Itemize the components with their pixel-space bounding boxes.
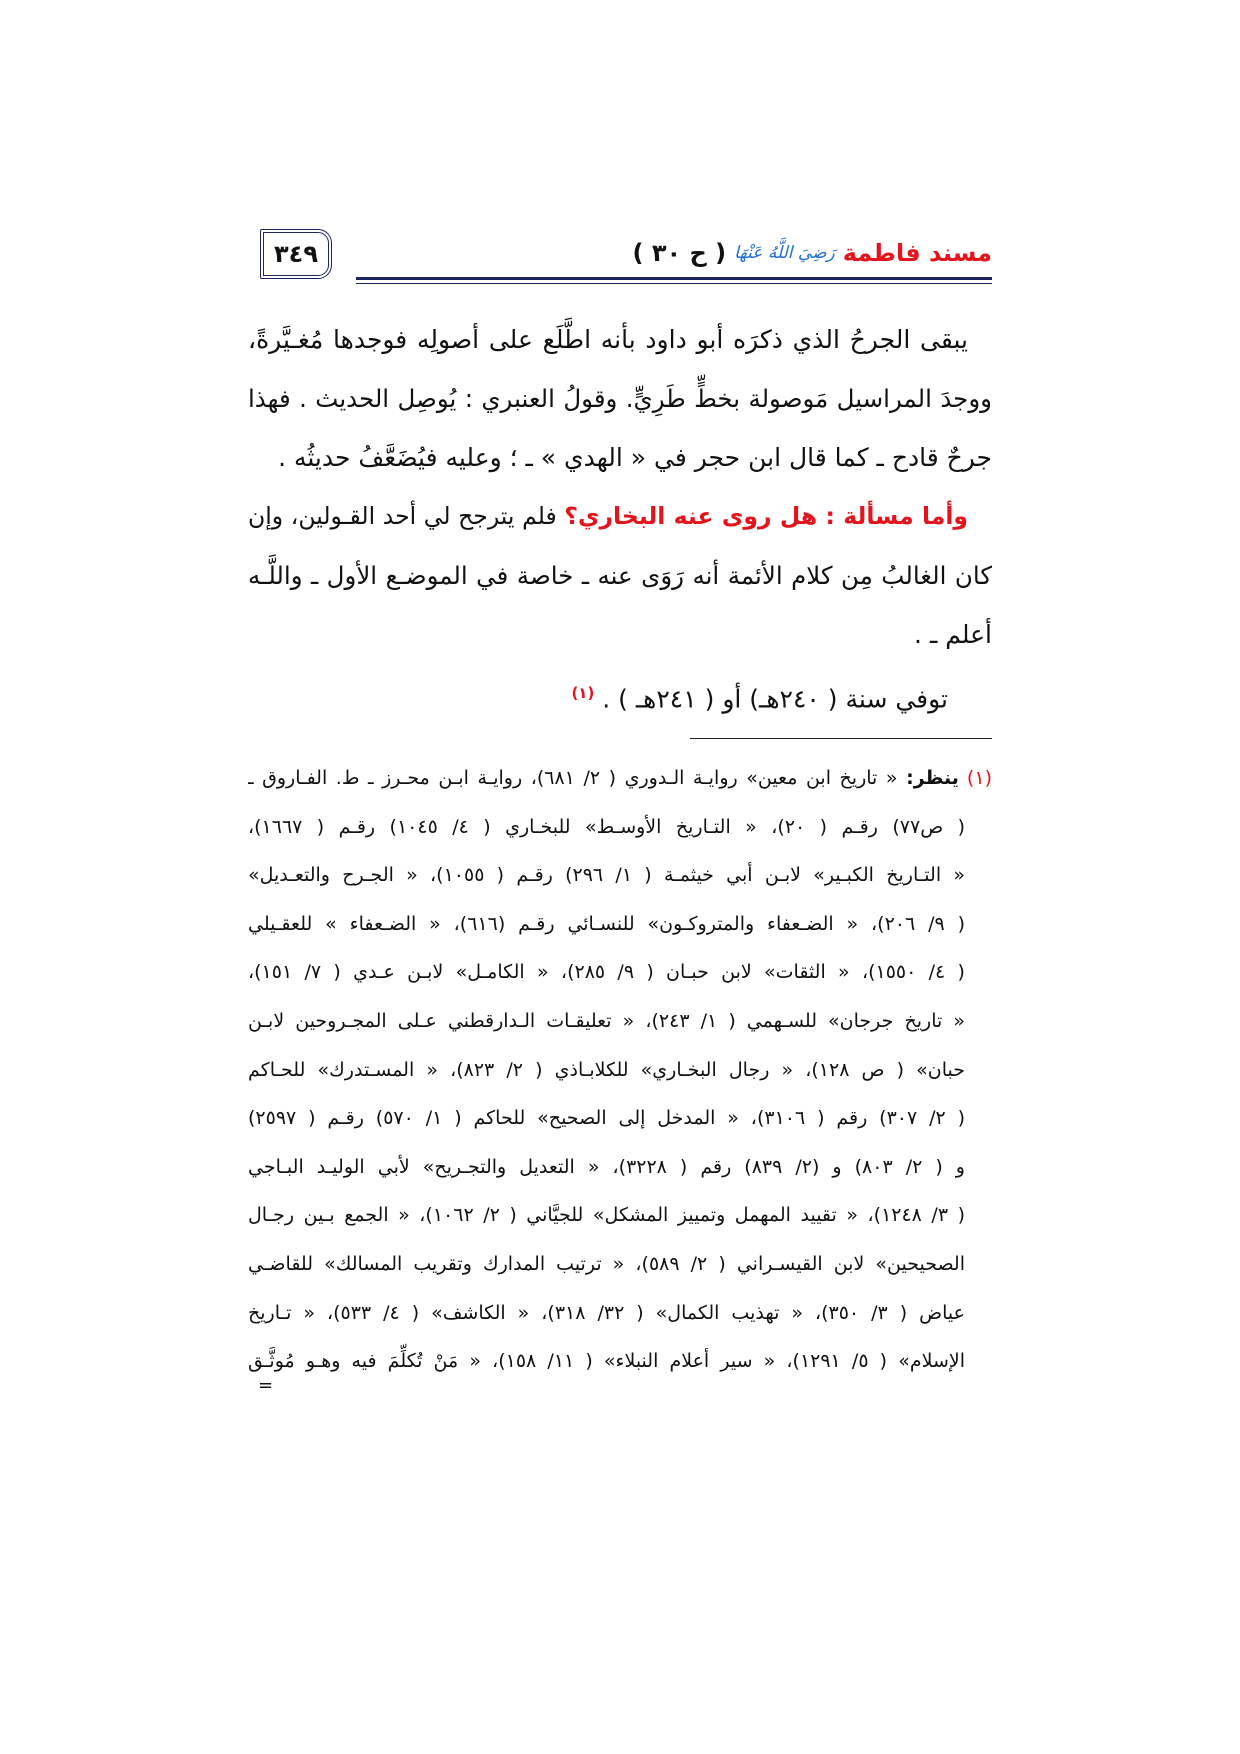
footnote-reference: (١)	[571, 684, 595, 702]
footnote-lead: ينظر:	[906, 767, 959, 789]
footnote-marker: (١)	[966, 767, 992, 789]
body-line-2: ووجدَ المراسيل مَوصولة بخطٍّ طَرِيٍّ. وقولُ العنبري : يُوصِل الحديث . فهذا	[248, 384, 992, 413]
running-header	[633, 232, 992, 274]
footnote-text: « تاريخ ابن معين» روايـة الـدوري ( ٢/ ٦٨١)، روايـة ابـن محـرز ـ ط. الفـاروق ـ	[248, 767, 907, 789]
footnote-line: ( ص٧٧) رقـم ( ٢٠)، « التـاريخ الأوسـط» للبخـاري ( ٤/ ١٠٤٥) رقـم ( ١٦٦٧)،	[248, 815, 965, 838]
body-line-4-rest: فلم يترجح لي أحد القـولين، وإن	[248, 502, 565, 530]
header-title: مسند فاطمة	[842, 239, 992, 267]
body-line-5: كان الغالبُ مِن كلام الأئمة أنه رَوَى عنه ـ خاصة في الموضـع الأول ـ واللَّـه	[248, 561, 992, 590]
death-date-text: توفي سنة ( ٢٤٠هـ) أو ( ٢٤١هـ ) .	[594, 684, 948, 714]
footnote-line: ( ٢/ ٣٠٧) رقم ( ٣١٠٦)، « المدخل إلى الصحيح» للحاكم ( ١/ ٥٧٠) رقـم ( ٢٥٩٧)	[248, 1107, 965, 1130]
footnote-line-1	[248, 754, 992, 803]
footnotes	[248, 754, 992, 1386]
body-line-7	[248, 664, 992, 728]
question-highlight: وأما مسألة : هل روى عنه البخاري؟	[564, 502, 968, 530]
footnote-line: الإسلام» ( ٥/ ١٢٩١)، « سير أعلام النبلاء» ( ١١/ ١٥٨)، « مَنْ تُكلِّمَ فيه وهـو مُوثَّـق	[248, 1350, 965, 1373]
honorific-glyph: رَضِيَ اللَّهُ عَنْهَا	[734, 243, 835, 263]
footnote-line: الصحيحين» لابن القيسـراني ( ٢/ ٥٨٩)، « ترتيب المدارك وتقريب المسالك» للقاضـي	[248, 1252, 965, 1275]
footnote-line: ( ٣/ ١٢٤٨)، « تقييد المهمل وتمييز المشكل» للجيَّاني ( ٢/ ١٠٦٢)، « الجمع بـين رجـال	[248, 1204, 965, 1227]
body-line-1: يبقى الجرحُ الذي ذكرَه أبو داود بأنه اطَّلَع على أصولِه فوجدها مُغـيَّرةً،	[248, 325, 968, 354]
page-number-box	[260, 229, 332, 279]
footnote-line: حبان» ( ص ١٢٨)، « رجال البخـاري» للكلابـاذي ( ٢/ ٨٢٣)، « المسـتدرك» للحـاكم	[248, 1058, 965, 1081]
main-text	[248, 310, 992, 728]
footnote-line: عياض ( ٣/ ٣٥٠)، « تهذيب الكمال» ( ٣٢/ ٣١٨)، « الكاشف» ( ٤/ ٥٣٣)، « تـاريخ	[248, 1301, 965, 1324]
footnote-line: و ( ٢/ ٨٠٣) و (٢/ ٨٣٩) رقم ( ٣٢٢٨)، « التعديل والتجـريح» لأبي الوليـد البـاجي	[248, 1155, 965, 1178]
footnote-line: ( ٩/ ٢٠٦)، « الضـعفاء والمتروكـون» للنسـائي رقـم (٦١٦)، « الضـعفاء » للعقـيلي	[248, 912, 965, 935]
footnote-line: « تاريخ جرجان» للسـهمي ( ١/ ٢٤٣)، « تعليقـات الـدارقطني عـلى المجـروحين لابـن	[248, 1009, 965, 1032]
page-number: ٣٤٩	[274, 240, 318, 268]
footnote-separator	[690, 738, 992, 739]
body-line-6: أعلم ـ .	[914, 620, 992, 649]
footnote-line: « التـاريخ الكبـير» لابـن أبي خيثمـة ( ١/ ٢٩٦) رقـم ( ١٠٥٥)، « الجـرح والتعـديل»	[248, 864, 965, 887]
body-line-4	[248, 487, 992, 546]
header-double-rule	[356, 277, 992, 284]
hadith-reference: ( ح ٣٠ )	[632, 239, 727, 267]
footnote-line: ( ٤/ ١٥٥٠)، « الثقات» لابن حبـان ( ٩/ ٢٨٥)، « الكامـل» لابـن عـدي ( ٧/ ١٥١)،	[248, 961, 965, 984]
body-line-3: جرحٌ قادح ـ كما قال ابن حجر في « الهدي » ـ ؛ وعليه فيُضَعَّفُ حديثُه .	[278, 443, 992, 472]
continuation-mark: =	[258, 1375, 274, 1396]
